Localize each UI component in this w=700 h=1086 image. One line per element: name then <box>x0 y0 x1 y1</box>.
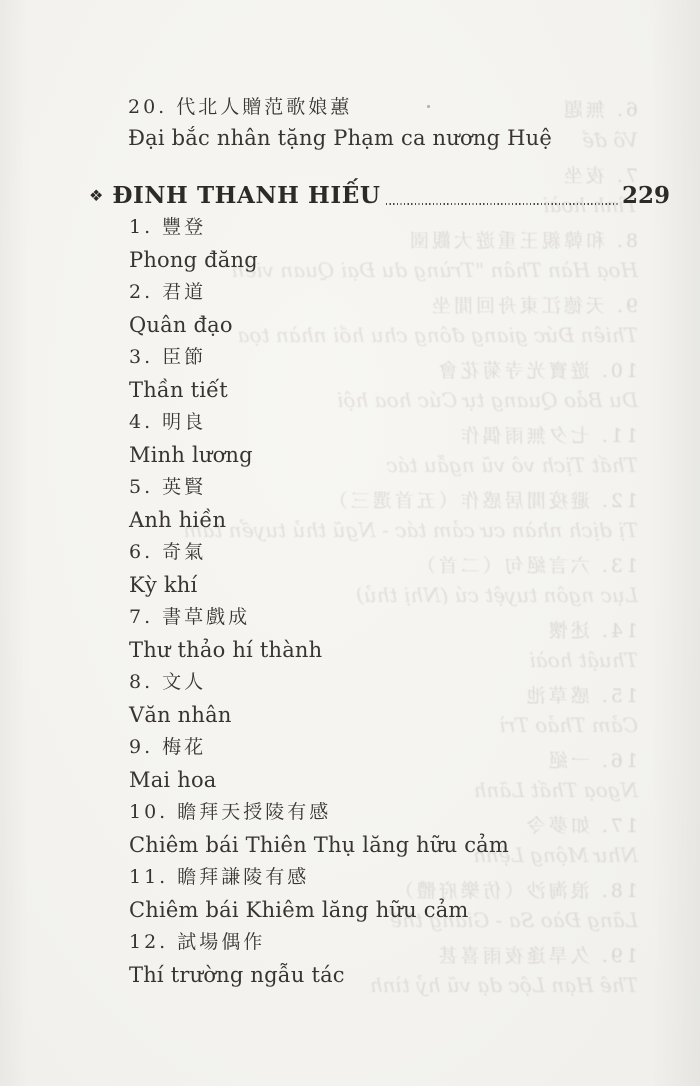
toc-entry <box>129 666 509 731</box>
toc-entry <box>129 861 509 926</box>
bleedthrough-text-line: 17. 如夢令 <box>523 815 638 837</box>
toc-entry <box>129 406 509 471</box>
bleedthrough-text-line: Tị dịch nhàn cư cảm tác - Ngũ thủ tuyển tam <box>183 518 638 542</box>
toc-entry <box>129 926 509 991</box>
section-page-number: 229 <box>621 182 670 209</box>
toc-entry <box>129 796 509 861</box>
toc-entry-vietnamese-line: Chiêm bái Khiêm lăng hữu cảm <box>129 897 469 922</box>
bleedthrough-text-line: 11. 七夕無雨偶作 <box>457 425 638 447</box>
bleedthrough-text-line: 15. 感草池 <box>523 685 638 707</box>
toc-entry-vietnamese-line: Phong đăng <box>129 247 258 272</box>
bleedthrough-text-line: 18. 浪淘沙（仿樂府體） <box>391 880 638 902</box>
toc-entry-vietnamese-line: Anh hiền <box>129 507 227 532</box>
toc-entry-vietnamese-line: Kỳ khí <box>129 572 198 597</box>
toc-entry <box>129 341 509 406</box>
toc-entry-vietnamese-line: Quân đạo <box>129 312 233 337</box>
bleedthrough-text-line: Hoạ Hàn Thân "Trùng du Đại Quan viên" <box>222 258 638 282</box>
bleedthrough-text-line: 6. 無題 <box>560 99 638 121</box>
toc-entry <box>129 601 509 666</box>
toc-entry-cjk-line: 3. 臣節 <box>129 346 207 368</box>
toc-entry-cjk-line: 20. 代北人贈范歌娘蕙 <box>128 96 353 118</box>
toc-entry-vietnamese-line: Thư thảo hí thành <box>129 637 323 662</box>
bleedthrough-text-line: Cảm Thảo Trì <box>499 713 638 737</box>
bleedthrough-text-line: Lãng Đào Sa - Giang thể <box>389 908 638 932</box>
toc-entry-cjk-line: 1. 豐登 <box>129 216 207 238</box>
bleedthrough-text-line: 7. 夜坐 <box>560 165 638 187</box>
toc-entry-vietnamese-line: Văn nhân <box>129 702 232 727</box>
toc-entry-vietnamese-line: Chiêm bái Thiên Thụ lăng hữu cảm <box>129 832 510 857</box>
toc-entry <box>129 276 509 341</box>
carry-over-entry <box>128 92 552 154</box>
toc-entry-cjk-line: 8. 文人 <box>129 671 207 693</box>
toc-entry-cjk-line: 10. 瞻拜天授陵有感 <box>129 801 332 823</box>
diamond-icon: ❖ <box>89 186 104 205</box>
toc-entry-cjk-line: 9. 梅花 <box>129 736 207 758</box>
toc-entry-vietnamese-line: Mai hoa <box>129 767 217 792</box>
bleedthrough-text-line: 9. 天德江東舟回閒坐 <box>428 295 638 317</box>
toc-entry-vietnamese-line: Đại bắc nhân tặng Phạm ca nương Huệ <box>128 126 552 150</box>
bleedthrough-text-line: Tình hoài <box>542 193 638 217</box>
toc-entry-vietnamese-line: Thí trường ngẫu tác <box>129 962 345 987</box>
bleedthrough-text-line: Du Bảo Quang tự Cúc hoa hội <box>336 388 638 412</box>
toc-entry-list <box>129 211 509 991</box>
toc-entry-cjk-line: 4. 明良 <box>129 411 207 433</box>
bleedthrough-text-line: 10. 遊寶光寺菊花會 <box>435 360 638 382</box>
bleedthrough-text-line: Ngoạ Thất Lãnh <box>473 778 638 802</box>
toc-entry-cjk-line: 12. 試場偶作 <box>129 931 266 953</box>
paper-speck <box>427 105 430 108</box>
toc-entry <box>129 536 509 601</box>
toc-entry-cjk-line: 11. 瞻拜謙陵有感 <box>129 866 310 888</box>
bleedthrough-text-line: Thuật hoài <box>529 648 638 672</box>
dotted-leader <box>386 203 620 205</box>
bleedthrough-text-line: Thất Tịch vô vũ ngẫu tác <box>386 453 638 477</box>
toc-entry <box>129 471 509 536</box>
bleedthrough-text-line: 14. 述懷 <box>545 620 638 642</box>
toc-entry-cjk-line: 7. 書草戲成 <box>129 606 251 628</box>
toc-entry-vietnamese-line: Thần tiết <box>129 377 228 402</box>
toc-entry-cjk-line: 2. 君道 <box>129 281 207 303</box>
bleedthrough-text-line: 12. 避疫閒居感作（五首選三） <box>325 490 638 512</box>
bleedthrough-text-line: Như Mộng Lệnh <box>472 843 638 867</box>
bleedthrough-text-line: 16. 一絕 <box>545 750 638 772</box>
bleedthrough-text-line: 8. 和韓親王重遊大觀園 <box>406 230 638 252</box>
toc-entry <box>129 211 509 276</box>
toc-entry <box>129 731 509 796</box>
toc-entry-vietnamese-line: Minh lương <box>129 442 253 467</box>
bleedthrough-text-line: Thê Hạn Lộc dạ vũ hỷ tình <box>369 973 638 997</box>
bleedthrough-text-line: Lục ngôn tuyệt cú (Nhị thủ) <box>355 583 638 607</box>
toc-entry-cjk-line: 6. 奇氣 <box>129 541 207 563</box>
bleedthrough-text-line: 19. 久旱逢夜雨喜甚 <box>435 945 638 967</box>
bleedthrough-text-line: Thiên Đức giang đông chu hồi nhàn tọa <box>237 323 638 347</box>
section-header <box>89 183 670 209</box>
bleedthrough-text-line: Vô đề <box>581 128 638 152</box>
toc-entry-cjk-line: 5. 英賢 <box>129 476 207 498</box>
bleedthrough-text-line: 13. 六言絕句（二首） <box>413 555 638 577</box>
section-author-name: ĐINH THANH HIẾU <box>112 182 381 209</box>
